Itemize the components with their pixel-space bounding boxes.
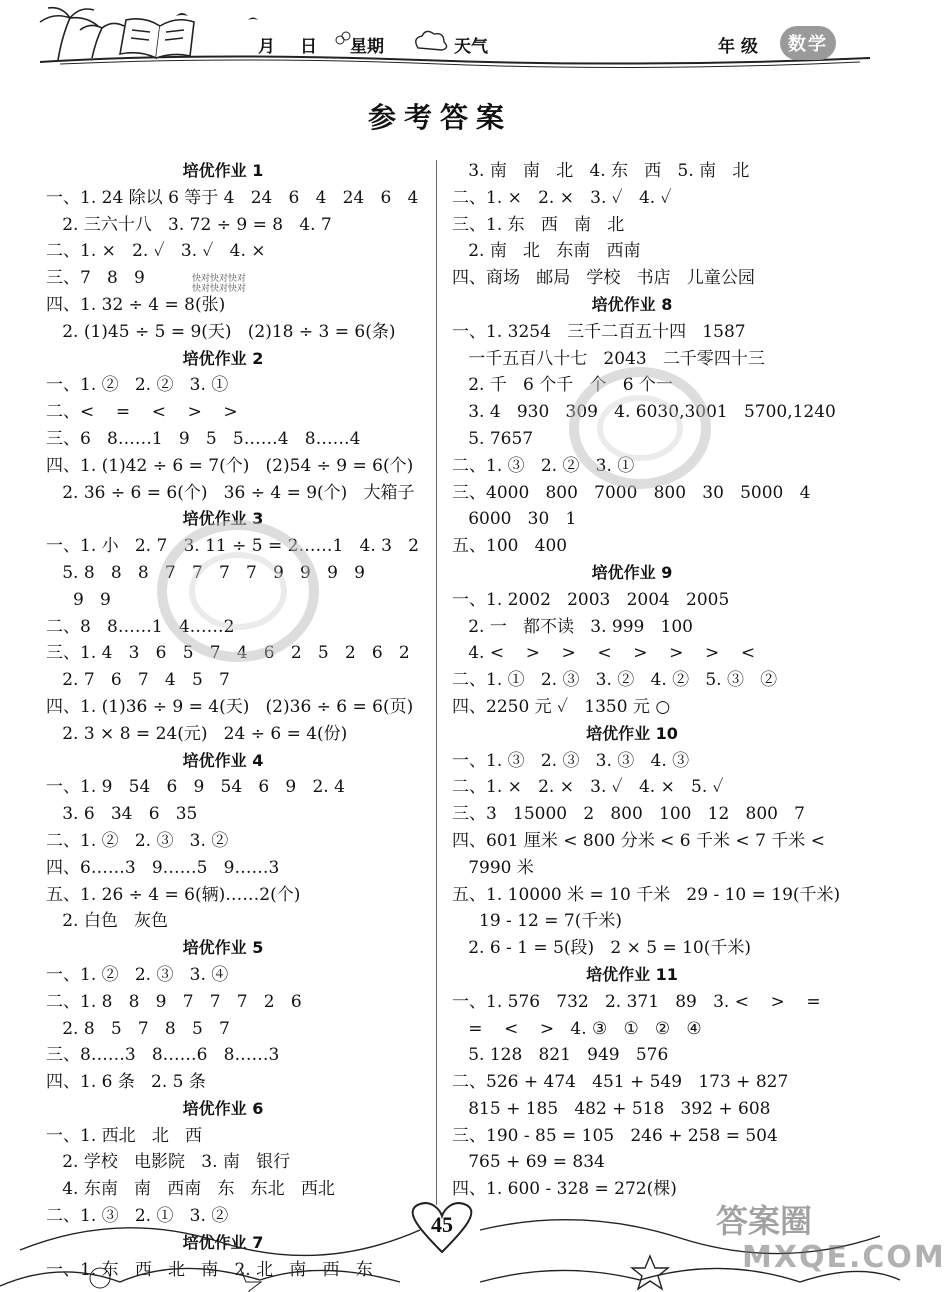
answer-line: 四、1. 600 - 328 = 272(棵) [452, 1179, 677, 1200]
subject-badge: 数学 [780, 26, 836, 60]
answer-line: 765 + 69 = 834 [452, 1152, 605, 1173]
answer-line: 三、8……3 8……6 8……3 [46, 1045, 280, 1066]
star-icon [632, 1256, 668, 1289]
grade-label: 年 级 [718, 37, 758, 57]
answer-line: 3. 6 34 6 35 [46, 804, 198, 825]
answer-line: 2. 36 ÷ 6 = 6(个) 36 ÷ 4 = 9(个) 大箱子 [46, 482, 415, 503]
answer-line: 一、1. 9 54 6 9 54 6 9 2. 4 [46, 777, 345, 798]
balloon-icon [336, 36, 344, 44]
answer-line: 一、1. ② 2. ② 3. ① [46, 375, 229, 396]
answer-line: 7990 米 [452, 857, 534, 878]
answer-line: 一、1. ③ 2. ③ 3. ③ 4. ③ [452, 750, 690, 771]
section-heading: 培优作业 6 [182, 1098, 264, 1118]
answer-line: 一、1. ② 2. ③ 3. ④ [46, 964, 229, 985]
answer-line: 二、1. 8 8 9 7 7 7 2 6 [46, 991, 302, 1012]
answer-line: 一、1. 小 2. 7 3. 11 ÷ 5 = 2……1 4. 3 2 [46, 536, 419, 557]
answer-line: 2. 三六十八 3. 72 ÷ 9 = 8 4. 7 [46, 214, 332, 235]
watermark-stamp [560, 358, 720, 498]
page-number: 45 [431, 1212, 453, 1237]
answer-line: 2. 南 北 东南 西南 [452, 241, 641, 262]
answer-line: 四、6……3 9……5 9……3 [46, 857, 280, 878]
answer-line: 四、商场 邮局 学校 书店 儿童公园 [452, 268, 755, 289]
answer-line: 2. 8 5 7 8 5 7 [46, 1018, 230, 1039]
answer-line: 一、1. 3254 三千二百五十四 1587 [452, 321, 746, 342]
section-heading: 培优作业 5 [182, 938, 264, 958]
answer-line: 815 + 185 482 + 518 392 + 608 [452, 1098, 771, 1119]
answer-line: 2. 6 - 1 = 5(段) 2 × 5 = 10(千米) [452, 938, 751, 959]
section-heading: 培优作业 9 [591, 562, 673, 582]
answer-line: 五、1. 26 ÷ 4 = 6(辆)……2(个) [46, 884, 301, 905]
section-heading: 培优作业 3 [182, 509, 264, 529]
answer-line: 6000 30 1 [452, 509, 577, 530]
watermark-logo: 答案圈 [716, 1202, 813, 1240]
watermark-note-line: 快对快对快对 [192, 274, 247, 284]
answer-line: 4. < > > < > > > < [452, 643, 756, 664]
answer-line: 一、1. 24 除以 6 等于 4 24 6 4 24 6 4 [46, 187, 419, 208]
day-label: 日 [300, 37, 317, 57]
answer-line: 三、190 - 85 = 105 246 + 258 = 504 [452, 1125, 778, 1146]
answer-line: 三、1. 4 3 6 5 7 4 6 2 5 2 6 2 [46, 643, 410, 664]
section-heading: 培优作业 10 [586, 723, 678, 743]
answer-line: 一、1. 2002 2003 2004 2005 [452, 589, 730, 610]
page-header [0, 0, 900, 72]
answer-line: 四、1. (1)36 ÷ 9 = 4(天) (2)36 ÷ 6 = 6(页) [46, 696, 414, 717]
answer-line: 2. 一 都不读 3. 999 100 [452, 616, 693, 637]
answer-line: 二、8 8……1 4……2 [46, 616, 235, 637]
weather-label: 天气 [454, 37, 488, 57]
cloud-icon [416, 31, 447, 50]
watermark-note-line: 快对快对快对 [192, 284, 247, 294]
bird-icon [176, 13, 258, 20]
watermark-stamp [148, 506, 328, 676]
answer-line: 四、1. (1)42 ÷ 6 = 7(个) (2)54 ÷ 9 = 6(个) [46, 455, 414, 476]
watermark-url: MXQE.COM [742, 1240, 946, 1275]
page-title: 参考答案 [367, 101, 512, 134]
answer-line: 二、1. × 2. ✓ 3. ✓ 4. × [46, 241, 266, 262]
answer-line: 2. 7 6 7 4 5 7 [46, 670, 230, 691]
answer-line: 五、100 400 [452, 536, 568, 557]
answer-line: 4. 东南 南 西南 东 东北 西北 [46, 1179, 335, 1200]
answer-line: 二、< = < > > [46, 402, 238, 423]
left-answer-column [46, 158, 426, 1283]
month-label: 月 [258, 37, 275, 57]
week-label: 星期 [350, 37, 384, 57]
right-answer-column [452, 158, 872, 1203]
answer-line: 2. 千 6 个千 个 6 个一 [452, 375, 673, 396]
answer-line: 5. 7657 [452, 428, 534, 449]
answer-line: 四、601 厘米 < 800 分米 < 6 千米 < 7 千米 < [452, 830, 825, 851]
book-icon [120, 19, 194, 58]
answer-line: 二、1. ② 2. ③ 3. ② [46, 830, 229, 851]
watermark-note [192, 274, 246, 294]
answer-line: 一、1. 东 西 北 南 2. 北 南 西 东 [46, 1259, 373, 1280]
answer-line: = < > 4. ③ ① ② ④ [452, 1018, 702, 1039]
answer-line: 2. 白色 灰色 [46, 911, 169, 932]
section-heading: 培优作业 2 [182, 348, 264, 368]
answer-line: 3. 南 南 北 4. 东 西 5. 南 北 [452, 161, 750, 181]
answer-line: 五、1. 10000 米 = 10 千米 29 - 10 = 19(千米) [452, 884, 841, 905]
answer-line: 二、1. × 2. × 3. ✓ 4. × 5. ✓ [452, 777, 724, 798]
answer-line: 2. (1)45 ÷ 5 = 9(天) (2)18 ÷ 3 = 6(条) [46, 321, 396, 342]
answer-line: 2. 3 × 8 = 24(元) 24 ÷ 6 = 4(份) [46, 723, 348, 744]
column-divider [436, 160, 437, 1205]
palm-tree-icon [40, 8, 124, 60]
answer-line: 二、1. ③ 2. ① 3. ② [46, 1206, 229, 1227]
answer-line: 二、1. × 2. × 3. ✓ 4. ✓ [452, 187, 672, 208]
answer-line: 三、7 8 9 [46, 268, 145, 289]
section-heading: 培优作业 8 [591, 294, 673, 314]
answer-line: 二、1. ③ 2. ② 3. ① [452, 455, 635, 476]
answer-line: 二、526 + 474 451 + 549 173 + 827 [452, 1072, 789, 1093]
answer-line: 四、1. 32 ÷ 4 = 8(张) [46, 294, 226, 315]
answer-line: 三、1. 东 西 南 北 [452, 214, 625, 235]
answer-line: 5. 128 821 949 576 [452, 1045, 669, 1066]
header-decoration [0, 0, 900, 72]
answer-line: 四、1. 6 条 2. 5 条 [46, 1072, 206, 1093]
answer-line: 四、2250 元 ✓ 1350 元 ○ [452, 696, 671, 717]
answer-line: 三、4000 800 7000 800 30 5000 4 [452, 482, 811, 503]
answer-line: 一千五百八十七 2043 二千零四十三 [452, 348, 765, 369]
section-heading: 培优作业 1 [182, 161, 264, 180]
answer-line: 2. 学校 电影院 3. 南 银行 [46, 1152, 291, 1173]
answer-line: 一、1. 西北 北 西 [46, 1125, 203, 1146]
section-heading: 培优作业 11 [586, 964, 678, 984]
answer-line: 二、1. ① 2. ③ 3. ② 4. ② 5. ③ ② [452, 670, 778, 691]
answer-line: 3. 4 930 309 4. 6030,3001 5700,1240 [452, 402, 836, 423]
answer-line: 9 9 [46, 589, 111, 610]
answer-line: 5. 8 8 8 7 7 7 7 9 9 9 9 [46, 562, 365, 583]
answer-line: 三、6 8……1 9 5 5……4 8……4 [46, 428, 361, 449]
answer-line: 三、3 15000 2 800 100 12 800 7 [452, 804, 805, 825]
section-heading: 培优作业 7 [182, 1232, 264, 1252]
section-heading: 培优作业 4 [182, 750, 264, 770]
answer-line: 一、1. 576 732 2. 371 89 3. < > = [452, 991, 821, 1012]
answer-line: 19 - 12 = 7(千米) [452, 911, 622, 932]
